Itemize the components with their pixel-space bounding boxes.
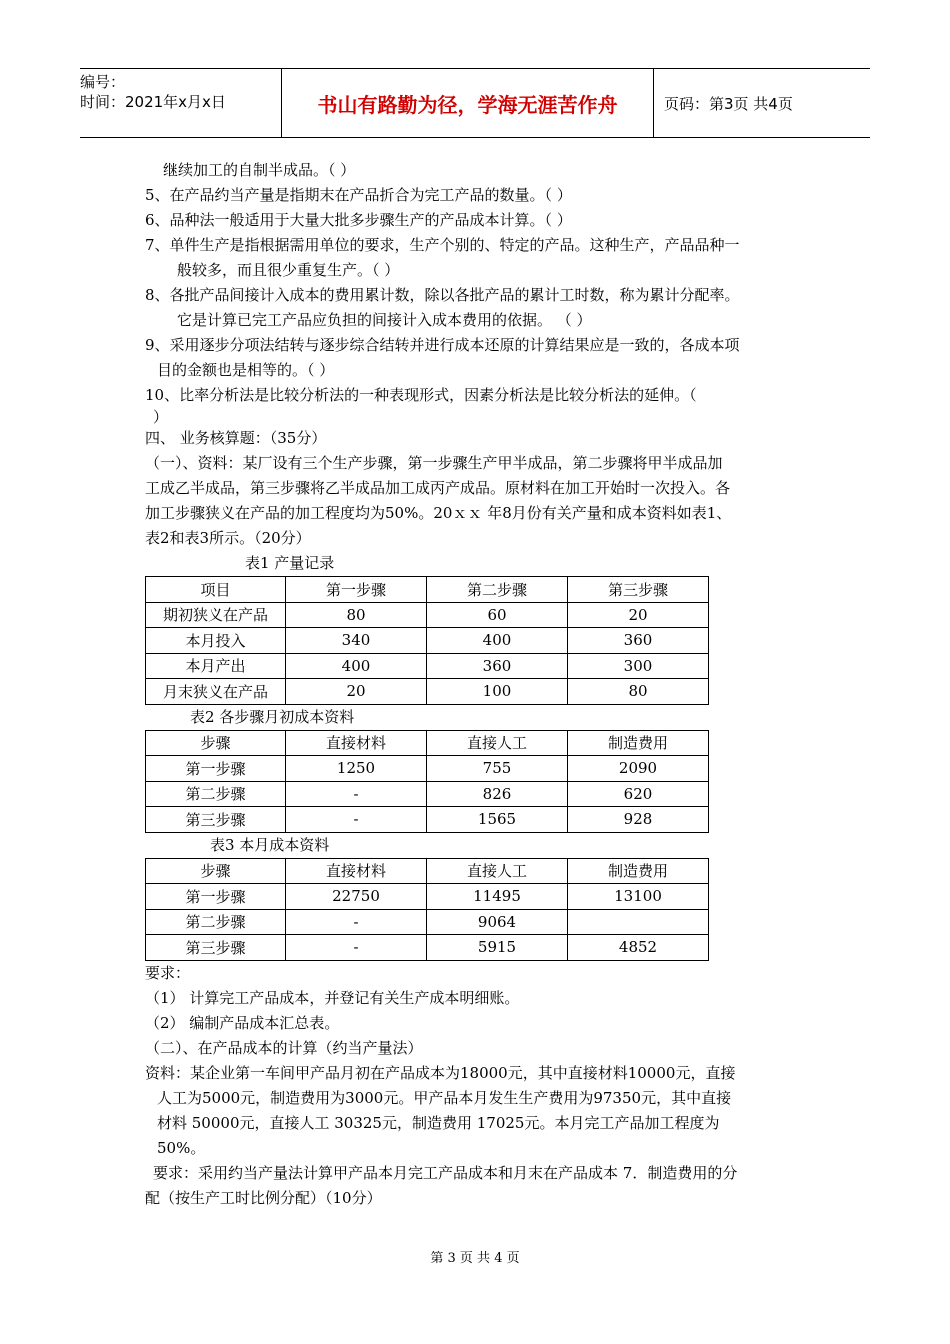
table-header-cell: 第三步骤 [568,577,709,603]
body-line: 5、在产品约当产量是指期末在产品折合为完工产品的数量。（ ） [145,186,572,204]
body-line: 10、比率分析法是比较分析法的一种表现形式，因素分析法是比较分析法的延伸。（ [145,386,697,404]
table-header-cell: 项目 [146,577,286,603]
body-line: 6、品种法一般适用于大量大批多步骤生产的产品成本计算。（ ） [145,211,572,229]
table-header-row [146,858,709,884]
number-label: 编号： [80,73,126,91]
header-left [80,69,282,137]
table-header-cell: 制造费用 [568,730,709,756]
table-row [146,628,709,654]
section-heading: 四、 业务核算题：（35分） [145,429,327,447]
table-cell: 620 [568,781,709,807]
page-header [80,68,870,138]
body-line: ） [153,408,169,426]
table1-output-record [145,576,709,705]
table-cell: 360 [427,653,568,679]
table-cell: 826 [427,781,568,807]
table-cell: 60 [427,602,568,628]
table-cell: 5915 [427,935,568,961]
requirements-heading: 要求： [145,963,191,982]
table-cell: 9064 [427,909,568,935]
body-line: 9、采用逐步分项法结转与逐步综合结转并进行成本还原的计算结果应是一致的，各成本项 [145,336,740,354]
table-row [146,602,709,628]
body-line: 7、单件生产是指根据需用单位的要求，生产个别的、特定的产品。这种生产，产品品种一 [145,236,740,254]
table-header-cell: 第一步骤 [286,577,427,603]
table-cell: 20 [286,679,427,705]
table-cell: - [286,935,427,961]
table3-current-costs [145,858,709,961]
table-row [146,653,709,679]
table-cell [568,909,709,935]
table-cell: 第二步骤 [146,781,286,807]
header-motto: 书山有路勤为径，学海无涯苦作舟 [282,69,654,137]
header-page-info: 页码：第3页 共4页 [664,94,793,113]
table-row [146,935,709,961]
table-header-cell: 直接人工 [427,730,568,756]
table-row [146,781,709,807]
body-line: 50%。 [157,1138,206,1157]
table3-caption: 表3 本月成本资料 [210,835,330,854]
body-line: 人工为5000元，制造费用为3000元。甲产品本月发生生产费用为97350元，其中直接 [157,1088,732,1107]
table-cell: 80 [568,679,709,705]
table-cell: 22750 [286,884,427,910]
table-cell: - [286,909,427,935]
body-line: （二）、在产品成本的计算（约当产量法） [145,1038,423,1057]
table-cell: 400 [427,628,568,654]
table-header-row [146,577,709,603]
body-line: 般较多，而且很少重复生产。（ ） [177,261,400,279]
body-line: 加工步骤狭义在产品的加工程度均为50%。20ｘｘ 年8月份有关产量和成本资料如表1、 [145,504,732,522]
table-cell: 300 [568,653,709,679]
body-line: （2） 编制产品成本汇总表。 [145,1013,340,1032]
table2-opening-costs [145,730,709,833]
table-cell: 13100 [568,884,709,910]
body-line: 材料 50000元，直接人工 30325元，制造费用 17025元。本月完工产品加工程度为 [157,1113,720,1132]
table-row [146,756,709,782]
table-row [146,884,709,910]
table-cell: 1565 [427,807,568,833]
body-line: 表2和表3所示。（20分） [145,529,311,547]
body-line: （1） 计算完工产品成本，并登记有关生产成本明细账。 [145,988,520,1007]
table-cell: 第二步骤 [146,909,286,935]
table-cell: 4852 [568,935,709,961]
table-header-cell: 第二步骤 [427,577,568,603]
table-cell: 755 [427,756,568,782]
table-cell: 100 [427,679,568,705]
table-cell: 340 [286,628,427,654]
table-cell: 第三步骤 [146,935,286,961]
table-header-cell: 直接材料 [286,730,427,756]
table-header-cell: 直接材料 [286,858,427,884]
document-body [145,158,810,1211]
table2-caption: 表2 各步骤月初成本资料 [190,707,355,726]
table-cell: 第一步骤 [146,884,286,910]
body-line: 工成乙半成品，第三步骤将乙半成品加工成丙产成品。原材料在加工开始时一次投入。各 [145,479,731,497]
table-cell: 11495 [427,884,568,910]
time-label: 时间：2021年x月x日 [80,93,226,111]
page-footer: 第 3 页 共 4 页 [430,1251,520,1266]
body-line: 8、各批产品间接计入成本的费用累计数，除以各批产品的累计工时数，称为累计分配率。 [145,286,740,304]
table-cell: 期初狭义在产品 [146,602,286,628]
body-line: 资料：某企业第一车间甲产品月初在产品成本为18000元，其中直接材料10000元，直接 [145,1063,736,1082]
table-cell: 400 [286,653,427,679]
body-line: 它是计算已完工产品应负担的间接计入成本费用的依据。 （ ） [177,311,592,329]
table-cell: 本月产出 [146,653,286,679]
table-header-cell: 步骤 [146,730,286,756]
body-line: 目的金额也是相等的。（ ） [157,361,335,379]
table-header-cell: 步骤 [146,858,286,884]
table-cell: - [286,781,427,807]
table-cell: 928 [568,807,709,833]
table-cell: - [286,807,427,833]
table-header-row [146,730,709,756]
table-cell: 第一步骤 [146,756,286,782]
table-cell: 月末狭义在产品 [146,679,286,705]
body-line: 要求：采用约当产量法计算甲产品本月完工产品成本和月末在产品成本 7．制造费用的分 [153,1163,738,1182]
body-line: （一）、资料：某厂设有三个生产步骤，第一步骤生产甲半成品，第二步骤将甲半成品加 [145,454,723,472]
table-cell: 第三步骤 [146,807,286,833]
table-row [146,909,709,935]
table-cell: 2090 [568,756,709,782]
table1-caption: 表1 产量记录 [245,554,335,572]
table-header-cell: 直接人工 [427,858,568,884]
body-line: 继续加工的自制半成品。（ ） [163,161,356,179]
table-row [146,807,709,833]
body-line: 配（按生产工时比例分配）（10分） [145,1188,382,1207]
table-cell: 360 [568,628,709,654]
table-header-cell: 制造费用 [568,858,709,884]
table-cell: 1250 [286,756,427,782]
table-cell: 本月投入 [146,628,286,654]
table-row [146,679,709,705]
table-cell: 80 [286,602,427,628]
table-cell: 20 [568,602,709,628]
